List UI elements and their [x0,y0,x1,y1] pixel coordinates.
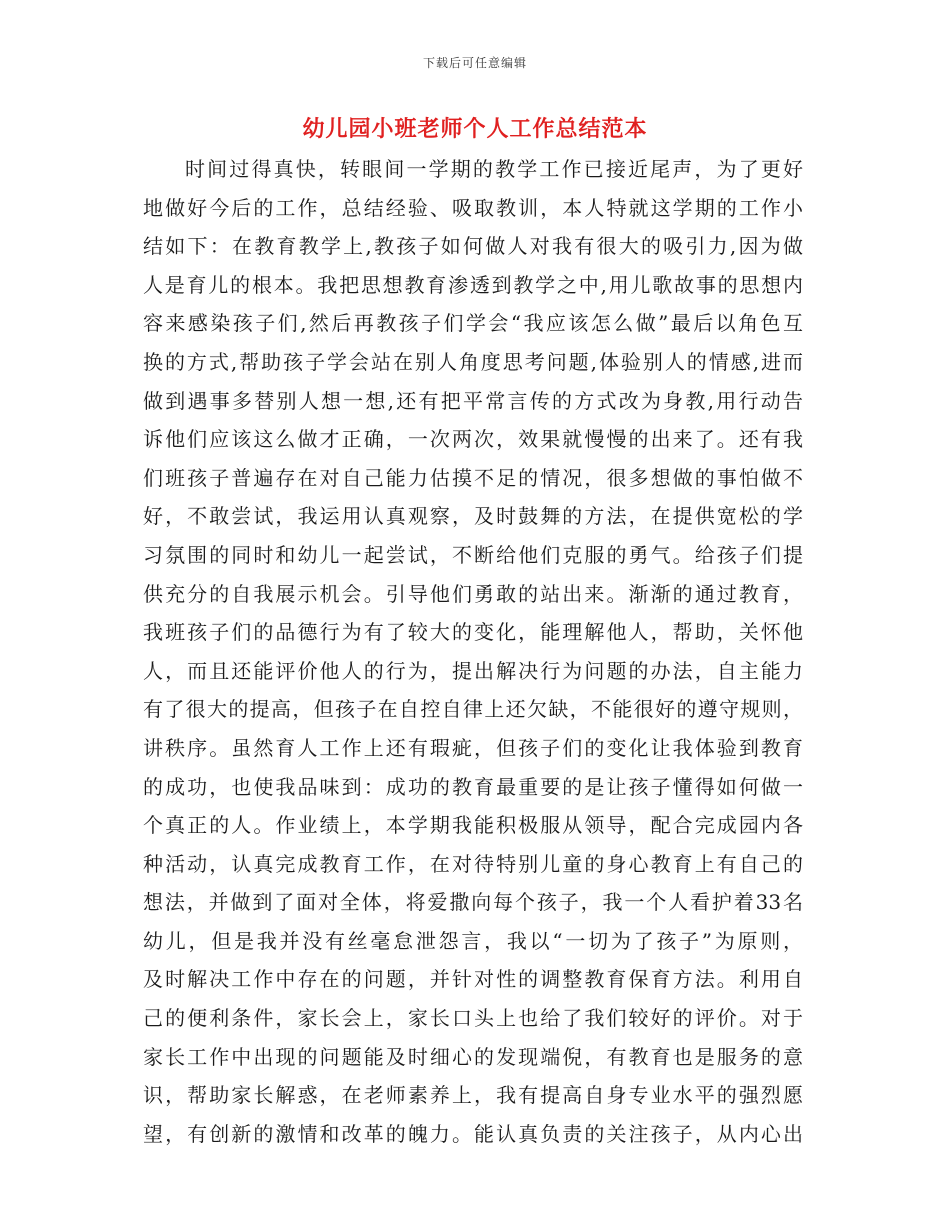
body-line: 我班孩子们的品德行为有了较大的变化，能理解他人，帮助，关怀他 [143,620,803,645]
body-line: 个真正的人。作业绩上，本学期我能积极服从领导，配合完成园内各 [143,813,803,838]
body-line: 望，有创新的激情和改革的魄力。能认真负责的关注孩子，从内心出 [143,1121,803,1146]
body-line: 做到遇事多替别人想一想,还有把平常言传的方式改为身教,用行动告 [143,388,803,413]
body-line: 己的便利条件，家长会上，家长口头上也给了我们较好的评价。对于 [143,1006,803,1031]
body-line: 及时解决工作中存在的问题，并针对性的调整教育保育方法。利用自 [143,967,803,992]
body-line: 人，而且还能评价他人的行为，提出解决行为问题的办法，自主能力 [143,658,803,683]
body-line: 有了很大的提高，但孩子在自控自律上还欠缺，不能很好的遵守规则， [143,697,803,722]
body-line: 识，帮助家长解惑，在老师素养上，我有提高自身专业水平的强烈愿 [143,1083,803,1108]
body-line: 家长工作中出现的问题能及时细心的发现端倪，有教育也是服务的意 [143,1044,803,1069]
body-line: 容来感染孩子们,然后再教孩子们学会“我应该怎么做”最后以角色互 [143,311,803,336]
body-line: 种活动，认真完成教育工作，在对待特别儿童的身心教育上有自己的 [143,851,803,876]
body-line: 的成功，也使我品味到：成功的教育最重要的是让孩子懂得如何做一 [143,774,803,799]
body-line: 时间过得真快，转眼间一学期的教学工作已接近尾声，为了更好 [185,157,803,181]
header-note: 下载后可任意编辑 [422,56,527,70]
body-line: 幼儿，但是我并没有丝毫怠泄怨言，我以“一切为了孩子”为原则， [143,928,803,953]
body-line: 换的方式,帮助孩子学会站在别人角度思考问题,体验别人的情感,进而 [143,349,803,374]
document-title: 幼儿园小班老师个人工作总结范本 [302,116,648,142]
document-body [143,150,803,1153]
body-line: 想法，并做到了面对全体，将爱撒向每个孩子，我一个人看护着33名 [143,890,803,915]
body-line: 讲秩序。虽然育人工作上还有瑕疵，但孩子们的变化让我体验到教育 [143,735,803,760]
body-line: 好，不敢尝试，我运用认真观察，及时鼓舞的方法，在提供宽松的学 [143,504,803,529]
body-line: 地做好今后的工作，总结经验、吸取教训，本人特就这学期的工作小 [143,195,803,220]
body-line: 们班孩子普遍存在对自己能力估摸不足的情况，很多想做的事怕做不 [143,465,803,490]
body-line: 习氛围的同时和幼儿一起尝试，不断给他们克服的勇气。给孩子们提 [143,542,803,567]
body-line: 诉他们应该这么做才正确，一次两次，效果就慢慢的出来了。还有我 [143,427,803,452]
body-line: 供充分的自我展示机会。引导他们勇敢的站出来。渐渐的通过教育， [143,581,803,606]
body-line: 人是育儿的根本。我把思想教育渗透到教学之中,用儿歌故事的思想内 [143,272,803,297]
body-line: 结如下：在教育教学上,教孩子如何做人对我有很大的吸引力,因为做 [143,234,803,259]
